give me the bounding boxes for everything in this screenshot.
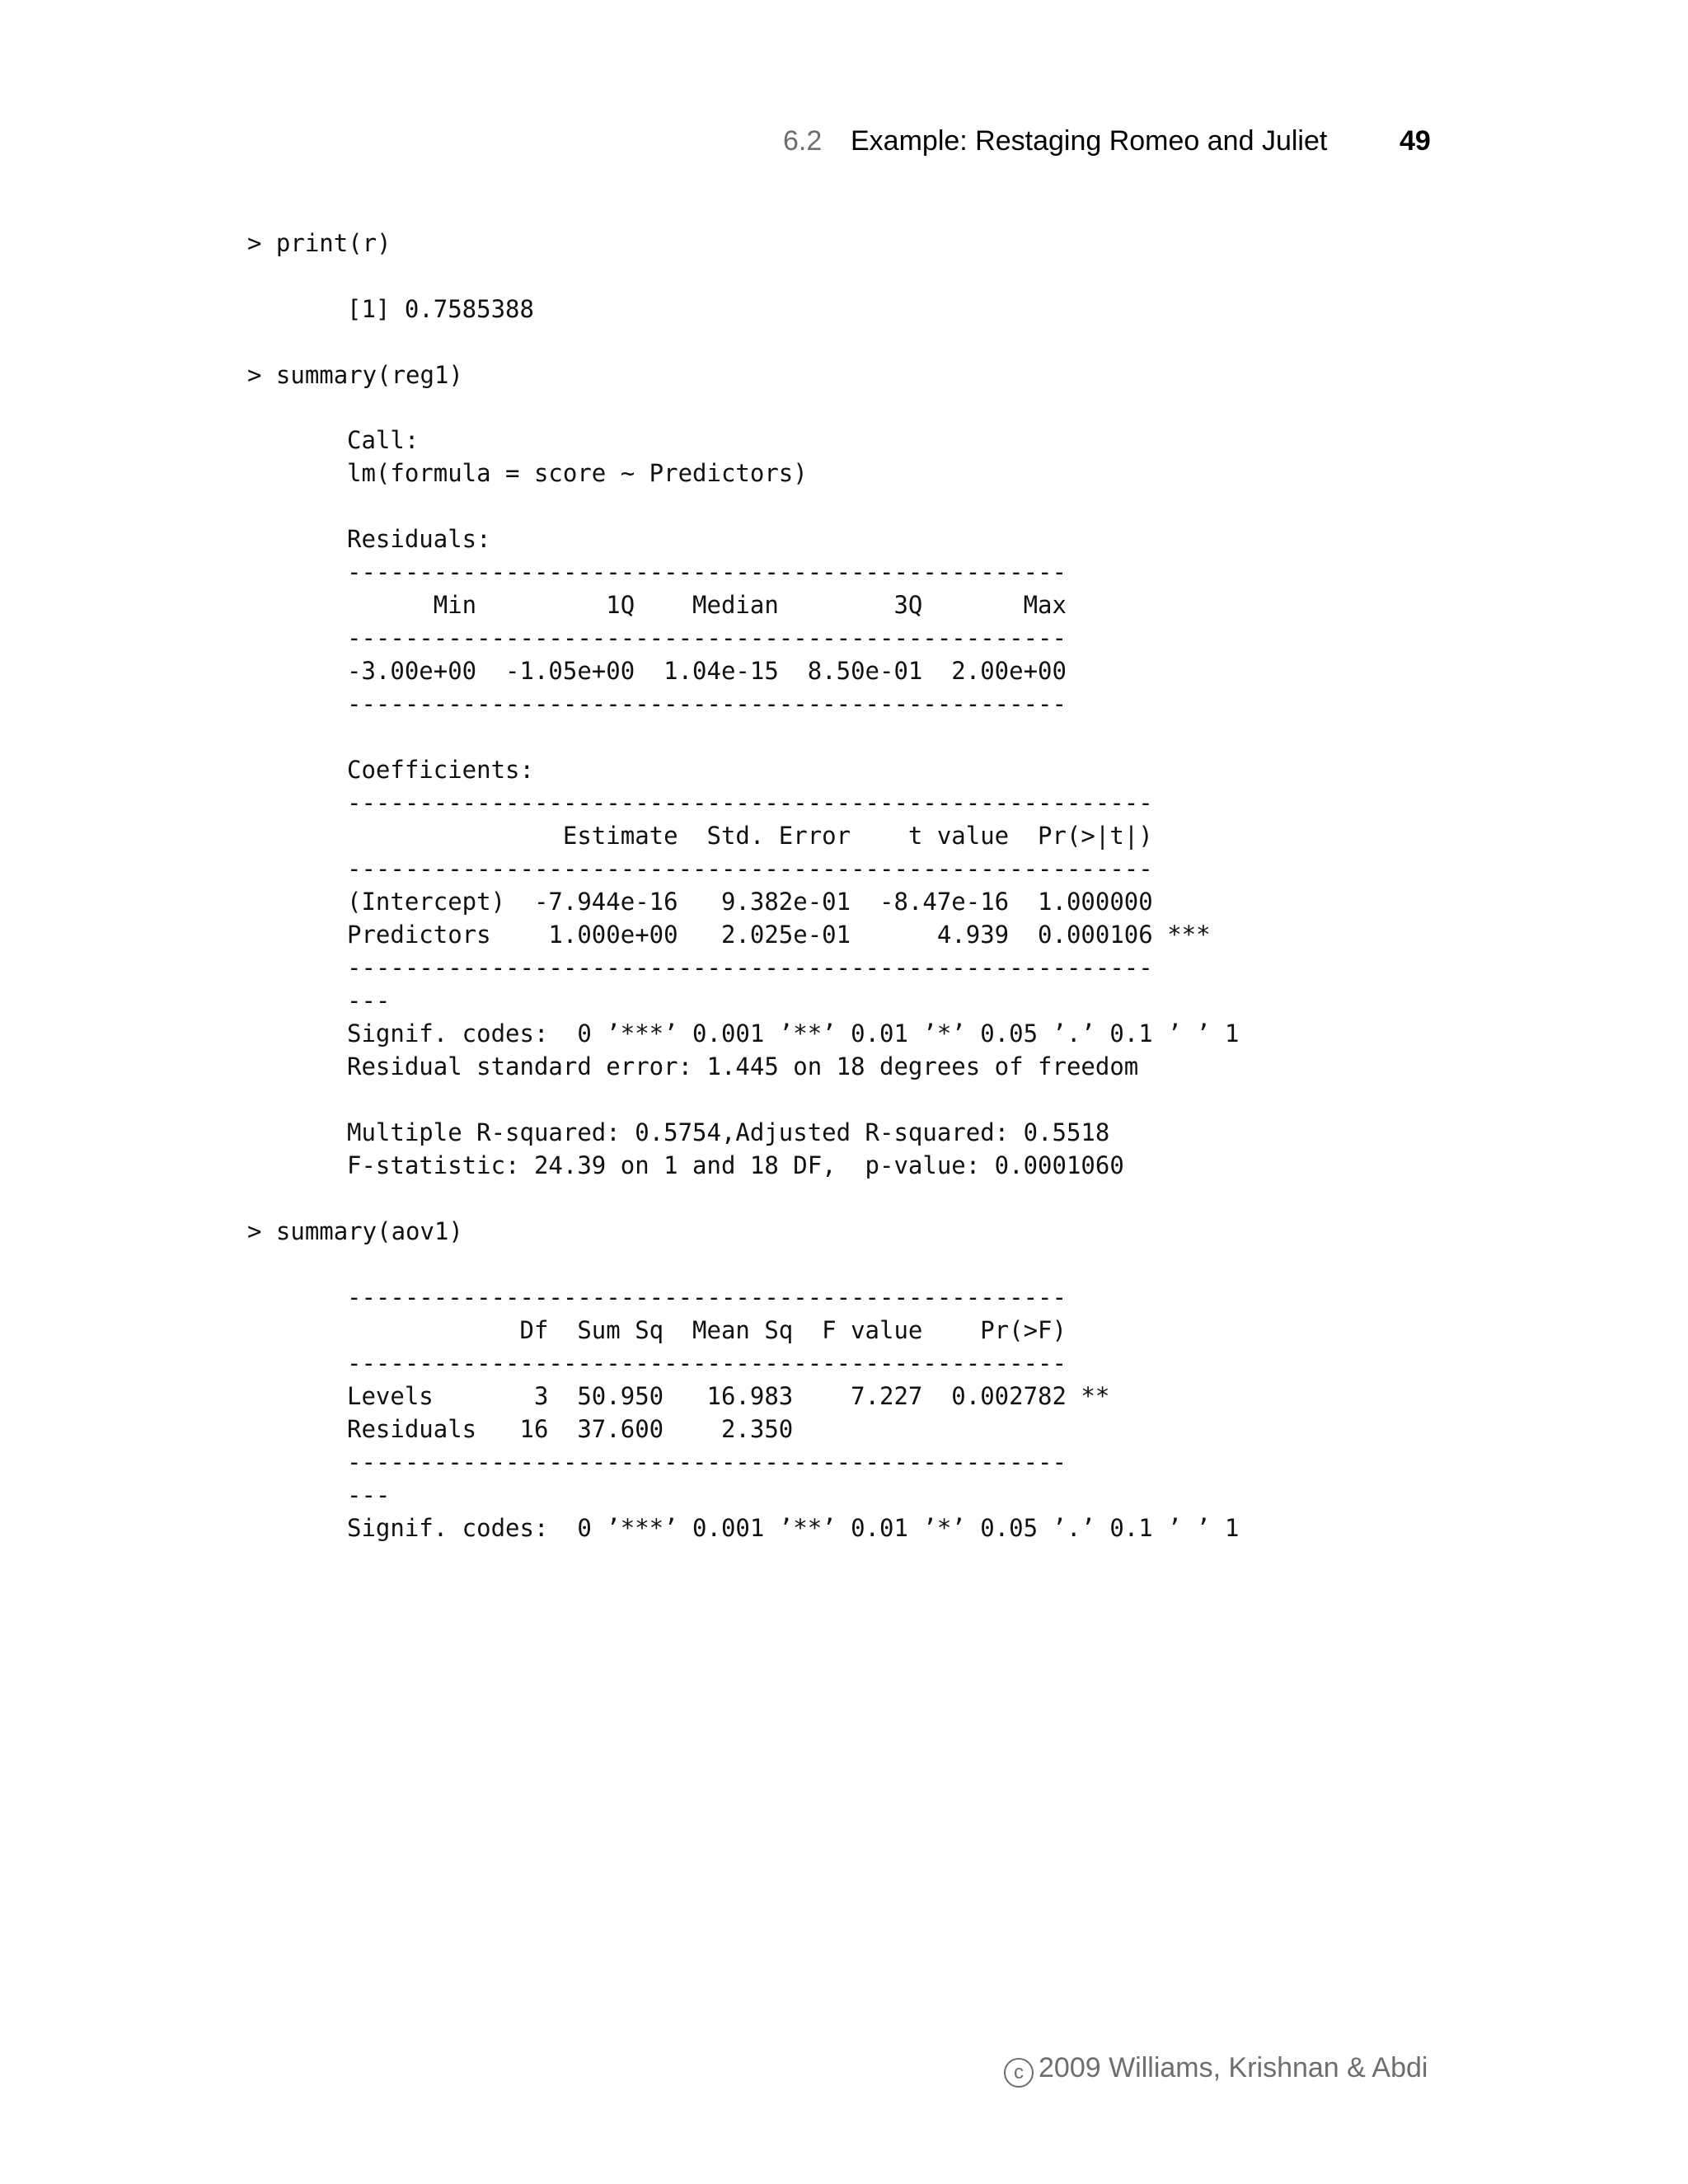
prompt-summary-aov1: > summary(aov1) xyxy=(247,1217,463,1245)
anova-header-row: Df Sum Sq Mean Sq F value Pr(>F) xyxy=(347,1316,1067,1344)
table-rule: -------------------------------------------------- xyxy=(347,624,1067,652)
anova-row: Residuals 16 37.600 2.350 xyxy=(347,1415,794,1443)
prompt-print: > print(r) xyxy=(247,229,392,257)
page-number: 49 xyxy=(1400,125,1431,157)
prompt-summary-reg1: > summary(reg1) xyxy=(247,361,463,389)
output-line: F-statistic: 24.39 on 1 and 18 DF, p-value: 0.0001060 xyxy=(347,1151,1124,1179)
residuals-header-row: Min 1Q Median 3Q Max xyxy=(347,591,1067,619)
copyright-text: 2009 Williams, Krishnan & Abdi xyxy=(1039,2052,1428,2083)
coefficients-row: (Intercept) -7.944e-16 9.382e-01 -8.47e-16 1.000000 xyxy=(347,888,1153,916)
running-header xyxy=(0,125,1688,166)
table-rule: -------------------------------------------------------- xyxy=(347,954,1153,982)
section-number: 6.2 xyxy=(783,125,823,157)
coefficients-header-row: Estimate Std. Error t value Pr(>|t|) xyxy=(347,822,1153,850)
running-title: Example: Restaging Romeo and Juliet xyxy=(851,125,1328,157)
output-line: Residuals: xyxy=(347,525,491,553)
output-line: lm(formula = score ~ Predictors) xyxy=(347,459,808,487)
table-rule: -------------------------------------------------- xyxy=(347,690,1067,718)
coefficients-row: Predictors 1.000e+00 2.025e-01 4.939 0.000106 *** xyxy=(347,921,1211,949)
output-line: --- xyxy=(347,987,391,1015)
table-rule: -------------------------------------------------------- xyxy=(347,789,1153,817)
table-rule: -------------------------------------------------- xyxy=(347,1448,1067,1476)
table-rule: -------------------------------------------------- xyxy=(347,558,1067,586)
output-line: Multiple R-squared: 0.5754,Adjusted R-squared: 0.5518 xyxy=(347,1118,1110,1146)
anova-row: Levels 3 50.950 16.983 7.227 0.002782 ** xyxy=(347,1382,1110,1410)
output-line: --- xyxy=(347,1481,391,1509)
output-line: Coefficients: xyxy=(347,756,534,784)
table-rule: -------------------------------------------------- xyxy=(347,1283,1067,1311)
residuals-values-row: -3.00e+00 -1.05e+00 1.04e-15 8.50e-01 2.00e+00 xyxy=(347,657,1067,685)
signif-codes: Signif. codes: 0 ’***’ 0.001 ’**’ 0.01 ’*’ 0.05 ’.’ 0.1 ’ ’ 1 xyxy=(347,1514,1240,1542)
table-rule: -------------------------------------------------- xyxy=(347,1349,1067,1377)
copyright-footer xyxy=(1004,2052,1428,2088)
output-line: Residual standard error: 1.445 on 18 degrees of freedom xyxy=(347,1052,1139,1080)
signif-codes: Signif. codes: 0 ’***’ 0.001 ’**’ 0.01 ’*’ 0.05 ’.’ 0.1 ’ ’ 1 xyxy=(347,1019,1240,1047)
output-line: Call: xyxy=(347,426,420,454)
table-rule: -------------------------------------------------------- xyxy=(347,855,1153,883)
output-line: [1] 0.7585388 xyxy=(347,295,534,323)
copyright-icon: c xyxy=(1004,2058,1034,2088)
